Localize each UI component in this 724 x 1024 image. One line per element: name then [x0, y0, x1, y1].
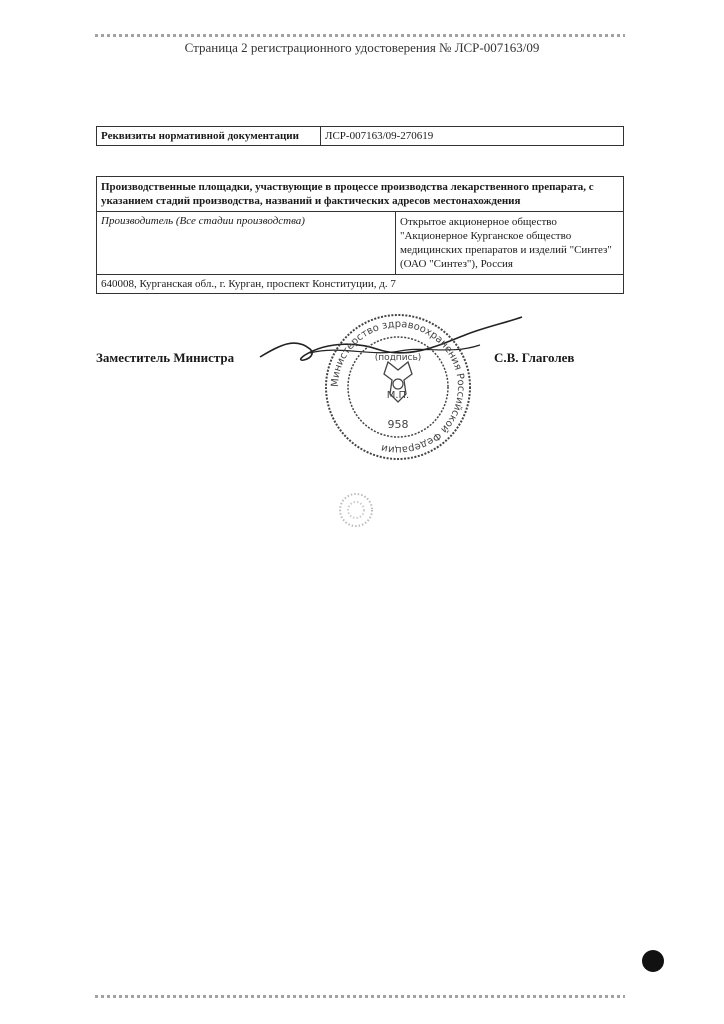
normative-docs-value: ЛСР-007163/09-270619 [321, 127, 624, 146]
seal-number: 958 [387, 418, 409, 431]
scan-artifact [336, 488, 376, 532]
svg-text:Министерство здравоохранения Р [330, 319, 466, 455]
table-row [97, 212, 624, 275]
manufacturer-role: Производитель (Все стадии производства) [97, 212, 396, 275]
production-sites-heading: Производственные площадки, участвующие в процессе производства лекарственного препарата, с указанием стадий производства, названий и фактических адресов местонахождения [97, 177, 624, 212]
signer-name: С.В. Глаголев [494, 350, 575, 365]
seal-sign-text: (подпись) [374, 353, 422, 363]
seal-ring-text: Министерство здравоохранения Российской Федерации [329, 318, 467, 456]
signer-title: Заместитель Министра [96, 350, 235, 365]
official-seal [318, 312, 478, 462]
scan-border-bottom [95, 995, 625, 998]
production-sites-table [96, 176, 624, 294]
manufacturer-address: 640008, Курганская обл., г. Курган, проспект Конституции, д. 7 [97, 275, 624, 294]
seal-center-text: М.П. [386, 390, 410, 401]
page-title: Страница 2 регистрационного удостоверения № ЛСР-007163/09 [184, 40, 540, 55]
table-row [97, 127, 624, 146]
table-row [97, 177, 624, 212]
normative-docs-label: Реквизиты нормативной документации [97, 127, 321, 146]
table-row [97, 275, 624, 294]
hole-punch-icon [642, 950, 664, 972]
normative-docs-table [96, 126, 624, 146]
manufacturer-organization: Открытое акционерное общество "Акционерное Курганское общество медицинских препаратов и изделий "Синтез" (ОАО "Синтез"), Россия [396, 212, 624, 275]
scan-border-top [95, 34, 625, 37]
